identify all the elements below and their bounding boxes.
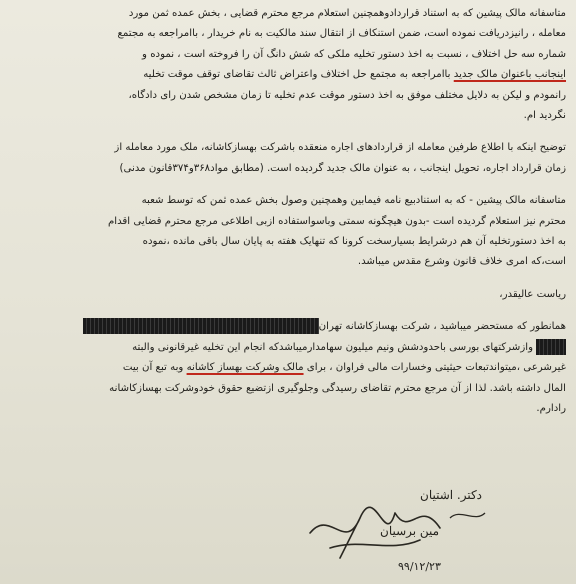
signature-date: ۹۹/۱۲/۲۳ — [398, 560, 441, 573]
text-line: متاسفانه مالک پیشین - که به استنادبیع نامه فیمابین وهمچنین وصول بخش عمده ثمن که توسط شعبه — [141, 195, 566, 207]
text-line: نگردید ام. — [523, 110, 566, 122]
text-line: شماره سه حل اختلاف ، نسبت به اخذ دستور تخلیه ملکی که شش دانگ آن را فروخته است ، نموده و — [142, 48, 566, 60]
signature-name-line-2: مین برسیان — [380, 524, 440, 538]
text-line: متاسفانه مالک پیشین که به استناد قراردادوهمچنین استعلام مرجع محترم قضایی ، بخش عمده ثمن مورد — [128, 8, 566, 19]
text-fragment: باامراجعه به مجتمع حل اختلاف واعتراض ثالث تقاضای توقف موقت تخلیه — [143, 69, 454, 81]
underlined-phrase: اینجانب باعنوان مالک جدید — [453, 69, 566, 81]
text-line: معامله ، رانیزدریافت نموده است، ضمن استنکاف از انتقال سند مالکیت به نام خریدار ، باامراجعه به مجتمع — [117, 28, 566, 40]
paragraph-2 — [14, 138, 566, 179]
text-line — [14, 338, 566, 358]
redaction-bar — [83, 318, 319, 334]
paragraph-1 — [14, 4, 566, 126]
paragraph-4 — [14, 317, 566, 419]
text-line — [14, 317, 566, 337]
text-fragment: همانطور که مستحضر میباشید ، شرکت بهسازکاشانه تهران — [318, 321, 566, 333]
text-line: المال داشته باشد. لذا از آن مرجع محترم تقاضای رسیدگی وجلوگیری ازتضیع حقوق خودوشرکت بهسازکاشانه — [109, 382, 566, 394]
letter-body — [14, 4, 566, 423]
underlined-phrase: مالک وشرکت بهساز کاشانه — [186, 362, 304, 374]
redaction-bar — [536, 339, 566, 355]
text-fragment: وازشرکتهای بورسی باحدودشش ونیم میلیون سهامدارمیباشدکه انجام این تخلیه غیرقانونی والبته — [132, 341, 533, 353]
text-line: زمان قرارداد اجاره، تحویل اینجانب ، به عنوان مالک جدید گردیده است. (مطابق مواد۳۶۸و۳۷۴قانون مدنی) — [119, 162, 566, 174]
text-line — [14, 358, 566, 378]
text-line: رادارم. — [536, 402, 566, 414]
signature-name-line-1: دکتر. اشتیان — [420, 488, 483, 502]
text-line: رانمودم و لیکن به دلایل مختلف موفق به اخذ دستور موقت عدم تخلیه تا زمان مشخص شدن رای دادگاه، — [128, 89, 566, 101]
paragraph-3 — [14, 191, 566, 273]
text-fragment: وبه تبع آن بیت — [122, 362, 187, 374]
text-fragment: غیرشرعی ،میتواندتبعات حیثیتی وخسارات مالی فراوان ، برای — [303, 362, 566, 374]
text-line — [14, 65, 566, 85]
salutation — [14, 285, 566, 305]
text-line: محترم نیز استعلام گردیده است -بدون هیچگونه سمتی وباسواستفاده ازبی اطلاعی مرجع محترم قضایی اقدام — [107, 215, 566, 227]
salutation-text: ریاست عالیقدر، — [499, 288, 566, 300]
text-line: است،که امری خلاف قانون وشرع مقدس میباشد. — [357, 256, 566, 268]
text-line: به اخذ دستورتخلیه آن هم درشرایط بسیارسخت کرونا که تنهایک هفته به پایان سال باقی مانده ،نموده — [142, 236, 566, 248]
text-line: توضیح اینکه با اطلاع طرفین معامله از قراردادهای اجاره منعقده باشرکت بهسازکاشانه، ملک مورد معامله از — [114, 142, 566, 154]
